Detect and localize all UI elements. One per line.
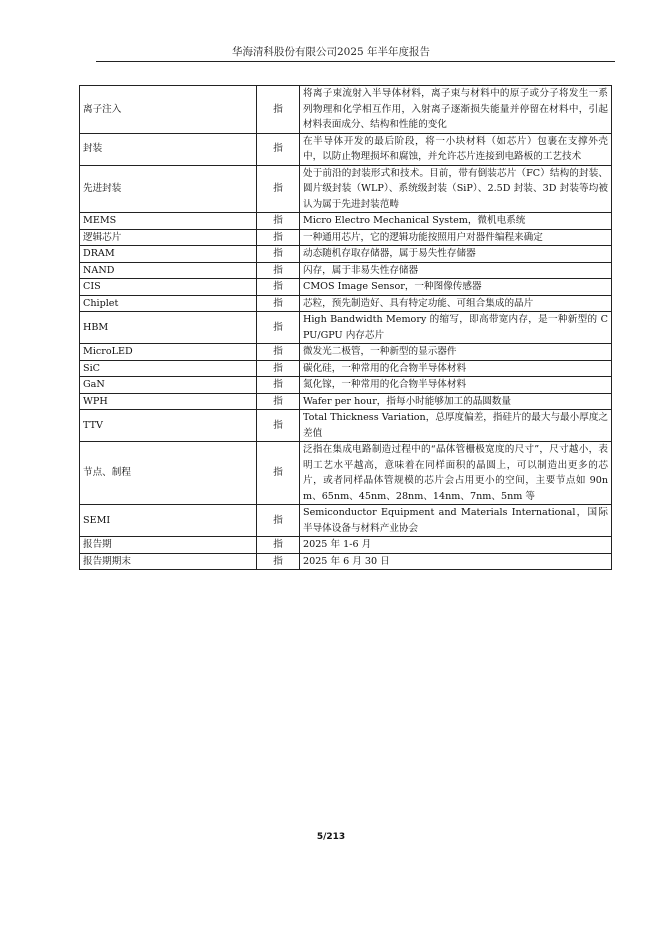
glossary-term: 节点、制程 bbox=[80, 442, 257, 505]
glossary-row bbox=[80, 279, 612, 296]
glossary-row bbox=[80, 344, 612, 361]
glossary-term: DRAM bbox=[80, 246, 257, 263]
glossary-term: Chiplet bbox=[80, 295, 257, 312]
glossary-ref: 指 bbox=[257, 537, 300, 554]
glossary-definition: 在半导体开发的最后阶段，将一小块材料（如芯片）包裹在支撑外壳中，以防止物理损坏和腐蚀，并允许芯片连接到电路板的工艺技术 bbox=[300, 133, 612, 165]
glossary-ref: 指 bbox=[257, 279, 300, 296]
glossary-definition: 微发光二极管，一种新型的显示器件 bbox=[300, 344, 612, 361]
glossary-definition: 氮化镓，一种常用的化合物半导体材料 bbox=[300, 377, 612, 394]
glossary-ref: 指 bbox=[257, 213, 300, 230]
glossary-definition: Total Thickness Variation，总厚度偏差，指硅片的最大与最小厚度之差值 bbox=[300, 410, 612, 442]
glossary-term: SiC bbox=[80, 360, 257, 377]
glossary-ref: 指 bbox=[257, 133, 300, 165]
glossary-definition: 2025 年 1-6 月 bbox=[300, 537, 612, 554]
glossary-row bbox=[80, 262, 612, 279]
glossary-term: 封装 bbox=[80, 133, 257, 165]
glossary-term: SEMI bbox=[80, 505, 257, 537]
glossary-ref: 指 bbox=[257, 262, 300, 279]
glossary-term: GaN bbox=[80, 377, 257, 394]
glossary-row bbox=[80, 537, 612, 554]
glossary-ref: 指 bbox=[257, 312, 300, 344]
glossary-definition: Micro Electro Mechanical System，微机电系统 bbox=[300, 213, 612, 230]
glossary-definition: 一种通用芯片，它的逻辑功能按照用户对器件编程来确定 bbox=[300, 229, 612, 246]
glossary-row bbox=[80, 442, 612, 505]
glossary-ref: 指 bbox=[257, 165, 300, 213]
glossary-definition: 闪存，属于非易失性存储器 bbox=[300, 262, 612, 279]
glossary-definition: 芯粒，预先制造好、具有特定功能、可组合集成的晶片 bbox=[300, 295, 612, 312]
glossary-term: WPH bbox=[80, 393, 257, 410]
page-header: 华海清科股份有限公司2025 年半年度报告 bbox=[231, 46, 431, 58]
glossary-ref: 指 bbox=[257, 246, 300, 263]
glossary-row bbox=[80, 553, 612, 570]
glossary-row bbox=[80, 213, 612, 230]
glossary-ref: 指 bbox=[257, 505, 300, 537]
glossary-definition: CMOS Image Sensor，一种图像传感器 bbox=[300, 279, 612, 296]
glossary-ref: 指 bbox=[257, 360, 300, 377]
glossary-definition: 碳化硅，一种常用的化合物半导体材料 bbox=[300, 360, 612, 377]
glossary-row bbox=[80, 312, 612, 344]
glossary-term: 报告期 bbox=[80, 537, 257, 554]
glossary-term: 离子注入 bbox=[80, 86, 257, 134]
glossary-definition: Wafer per hour，指每小时能够加工的晶圆数量 bbox=[300, 393, 612, 410]
glossary-ref: 指 bbox=[257, 86, 300, 134]
glossary-ref: 指 bbox=[257, 229, 300, 246]
glossary-term: NAND bbox=[80, 262, 257, 279]
glossary-table bbox=[79, 85, 612, 570]
glossary-definition: High Bandwidth Memory 的缩写，即高带宽内存，是一种新型的 CPU/GPU 内存芯片 bbox=[300, 312, 612, 344]
glossary-ref: 指 bbox=[257, 410, 300, 442]
header-rule bbox=[96, 61, 615, 62]
glossary-row bbox=[80, 393, 612, 410]
glossary-definition: Semiconductor Equipment and Materials International，国际半导体设备与材料产业协会 bbox=[300, 505, 612, 537]
glossary-term: 逻辑芯片 bbox=[80, 229, 257, 246]
glossary-row bbox=[80, 229, 612, 246]
glossary-ref: 指 bbox=[257, 344, 300, 361]
glossary-row bbox=[80, 360, 612, 377]
glossary-term: MicroLED bbox=[80, 344, 257, 361]
glossary-table-body bbox=[80, 86, 612, 570]
glossary-term: MEMS bbox=[80, 213, 257, 230]
page-number: 5/213 bbox=[316, 832, 346, 842]
glossary-definition: 处于前沿的封装形式和技术。目前，带有倒装芯片（FC）结构的封装、圆片级封装（WLP）、系统级封装（SiP）、2.5D 封装、3D 封装等均被认为属于先进封装范畴 bbox=[300, 165, 612, 213]
glossary-row bbox=[80, 165, 612, 213]
glossary-term: 报告期期末 bbox=[80, 553, 257, 570]
glossary-term: CIS bbox=[80, 279, 257, 296]
glossary-definition: 2025 年 6 月 30 日 bbox=[300, 553, 612, 570]
glossary-row bbox=[80, 410, 612, 442]
glossary-ref: 指 bbox=[257, 442, 300, 505]
glossary-row bbox=[80, 505, 612, 537]
glossary-definition: 泛指在集成电路制造过程中的“晶体管栅极宽度的尺寸”，尺寸越小，表明工艺水平越高，意味着在同样面积的晶圆上，可以制造出更多的芯片，或者同样晶体管规模的芯片会占用更小的空间，主要节点如 90nm、65nm、45nm、28nm、14nm、7nm、5nm 等 bbox=[300, 442, 612, 505]
glossary-term: HBM bbox=[80, 312, 257, 344]
glossary-ref: 指 bbox=[257, 295, 300, 312]
glossary-ref: 指 bbox=[257, 393, 300, 410]
glossary-row bbox=[80, 246, 612, 263]
glossary-definition: 动态随机存取存储器，属于易失性存储器 bbox=[300, 246, 612, 263]
glossary-definition: 将离子束流射入半导体材料，离子束与材料中的原子或分子将发生一系列物理和化学相互作用，入射离子逐渐损失能量并停留在材料中，引起材料表面成分、结构和性能的变化 bbox=[300, 86, 612, 134]
glossary-ref: 指 bbox=[257, 377, 300, 394]
glossary-row bbox=[80, 133, 612, 165]
glossary-term: 先进封装 bbox=[80, 165, 257, 213]
glossary-row bbox=[80, 377, 612, 394]
glossary-row bbox=[80, 295, 612, 312]
glossary-ref: 指 bbox=[257, 553, 300, 570]
glossary-row bbox=[80, 86, 612, 134]
glossary-term: TTV bbox=[80, 410, 257, 442]
